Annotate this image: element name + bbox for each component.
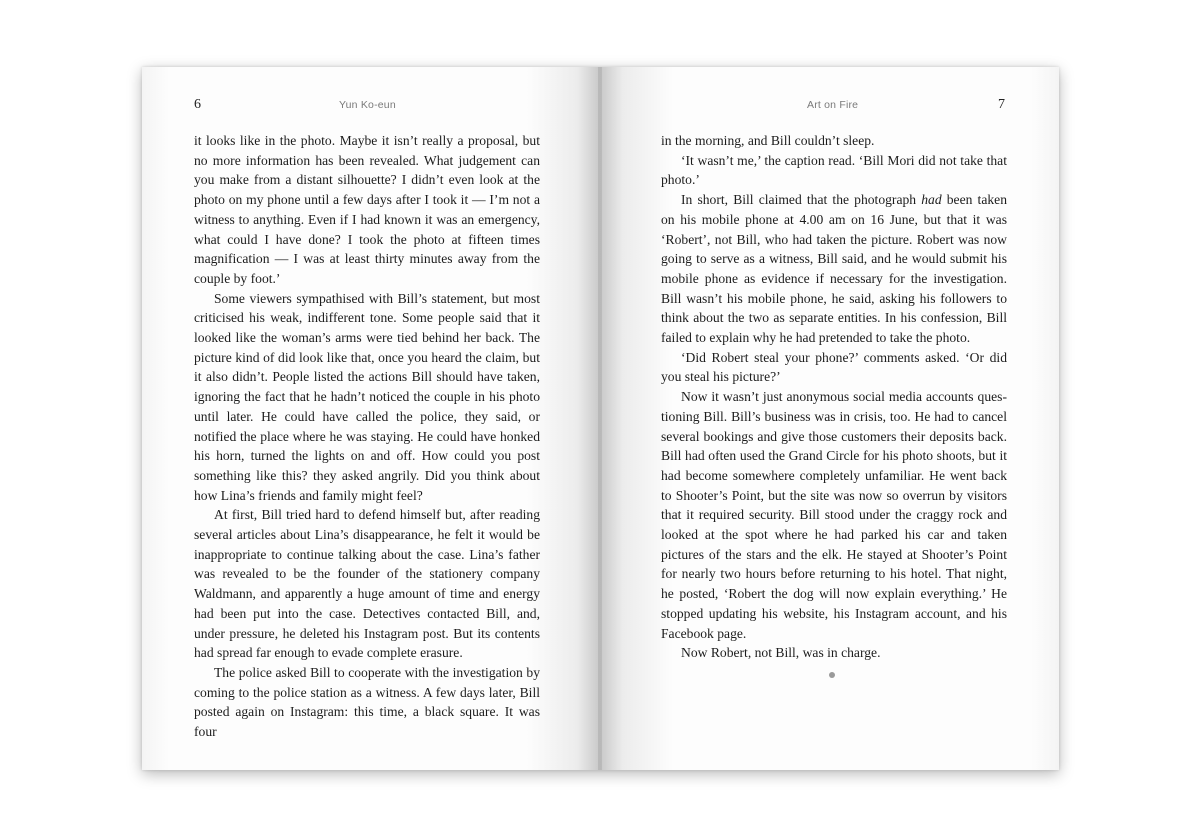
section-end-dot <box>829 672 835 678</box>
body-text <box>661 131 1007 663</box>
paragraph-text: been taken on his mobile phone at 4.00 am on 16 June, but that it was ‘Robert’, not Bill, who had taken the picture. Robert was now going to serve as a witness, Bill said, and he would submit his mobile phone as evidence if necessary for the investigation. Bill wasn’t his mobile phone, he said, asking his followers to think about the two as separate entities. In his confession, Bill failed to explain why he had pretended to take the photo. <box>661 192 1007 346</box>
italic-emphasis: had <box>921 192 942 208</box>
paragraph <box>661 190 1007 348</box>
body-text <box>194 131 540 742</box>
paragraph: ‘Did Robert steal your phone?’ comments asked. ‘Or did you steal his picture?’ <box>661 349 1007 385</box>
paragraph: Some viewers sympathised with Bill’s statement, but most criticised his weak, indifferent tone. Some people said that it looked like the woman’s arms were tied behind her back. The picture kind of did look like that, once you heard the claim, but it also didn’t. People listed the actions Bill should have taken, ignoring the fact that he hadn’t noticed the couple in his photo until later. He could have called the police, they said, or notified the place where he was staying. He could have honked his horn, turned the lights on and off. How could you post something like this? they asked angrily. Did you think about how Lina’s friends and family might feel? <box>194 290 540 503</box>
book-gutter <box>598 67 602 770</box>
paragraph-text: In short, Bill claimed that the photograph <box>681 192 922 208</box>
left-page <box>142 67 600 770</box>
paragraph: At first, Bill tried hard to defend himself but, after reading several articles about Lina’s disappearance, he felt it would be inappropriate to continue talking about the case. Lina’s father was revealed to be the founder of the stationery company Waldmann, and apparently a huge amount of time and energy had been put into the case. Detectives contacted Bill, and, under pressure, he deleted his Instagram post. But its contents had spread far enough to evade complete erasure. <box>194 507 540 661</box>
page-number: 6 <box>194 97 201 112</box>
page-number: 7 <box>998 97 1005 112</box>
paragraph: Now it wasn’t just anonymous social media accounts questioning Bill. Bill’s business was in crisis, too. He had to cancel several bookings and give those customers their deposits back. Bill had often used the Grand Circle for his photo shoots, but it had become somewhere completely unfamiliar. He went back to Shooter’s Point, but the site was now so overrun by visitors that it required security. Bill stood under the craggy rock and looked at the spot where he had parked his car and taken pictures of the stars and the elk. He stayed at Shooter’s Point for nearly two hours before returning to his hotel. That night, he posted, ‘Robert the dog will now explain everything.’ He stopped updating his website, his Instagram account, and his Facebook page. <box>661 389 1007 641</box>
right-page <box>600 67 1059 770</box>
running-head-title: Art on Fire <box>807 99 859 111</box>
paragraph: in the morning, and Bill couldn’t sleep. <box>661 133 875 148</box>
book-spread <box>142 67 1059 770</box>
paragraph: it looks like in the photo. Maybe it isn’t really a proposal, but no more information has been revealed. What judgement can you make from a distant silhouette? I didn’t even look at the photo on my phone until a few days after I took it — I’m not a witness to anything. Even if I had known it was an emergency, what could I have done? I took the photo at fifteen times magnification — I was at least thirty minutes away from the couple by foot.’ <box>194 133 540 286</box>
running-head-author: Yun Ko-eun <box>339 99 396 111</box>
paragraph: ‘It wasn’t me,’ the caption read. ‘Bill Mori did not take that photo.’ <box>661 152 1007 188</box>
paragraph: The police asked Bill to cooperate with the investigation by coming to the police station as a witness. A few days later, Bill posted again on Instagram: this time, a black square. It was four <box>194 664 540 740</box>
paragraph: Now Robert, not Bill, was in charge. <box>681 645 881 661</box>
